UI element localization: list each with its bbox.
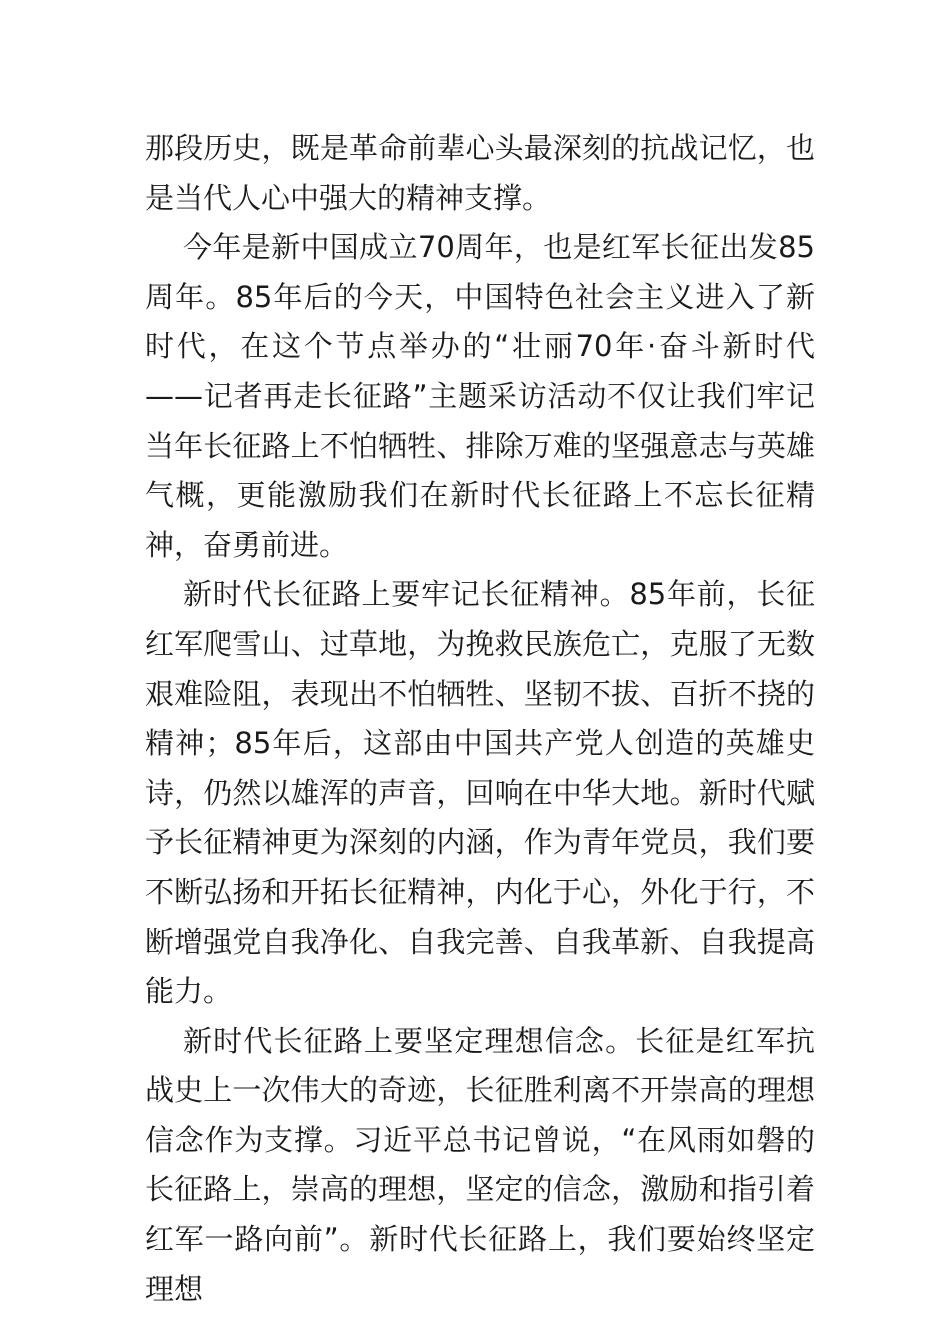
paragraph-firm-ideals: 新时代长征路上要坚定理想信念。长征是红军抗战史上一次伟大的奇迹，长征胜利离不开崇高的理想信念作为支撑。习近平总书记曾说，“在风雨如磐的长征路上，崇高的理想，坚定的信念，激励和指引着红军一路向前”。新时代长征路上，我们要始终坚定理想: [145, 1023, 815, 1306]
paragraph-continuation: 那段历史，既是革命前辈心头最深刻的抗战记忆，也是当代人心中强大的精神支撑。: [145, 131, 815, 215]
body-text: [145, 124, 815, 1314]
paragraph-anniversary: 今年是新中国成立70周年，也是红军长征出发85周年。85年后的今天，中国特色社会主义进入了新时代，在这个节点举办的“壮丽70年·奋斗新时代——记者再走长征路”主题采访活动不仅让我们牢记当年长征路上不怕牺牲、排除万难的坚强意志与英雄气概，更能激励我们在新时代长征路上不忘长征精神，奋勇前进。: [145, 230, 815, 562]
paragraph-remember-spirit: 新时代长征路上要牢记长征精神。85年前，长征红军爬雪山、过草地，为挽救民族危亡，克服了无数艰难险阻，表现出不怕牺牲、坚韧不拔、百折不挠的精神；85年后，这部由中国共产党人创造的英雄史诗，仍然以雄浑的声音，回响在中华大地。新时代赋予长征精神更为深刻的内涵，作为青年党员，我们要不断弘扬和开拓长征精神，内化于心，外化于行，不断增强党自我净化、自我完善、自我革新、自我提高能力。: [145, 577, 815, 1009]
